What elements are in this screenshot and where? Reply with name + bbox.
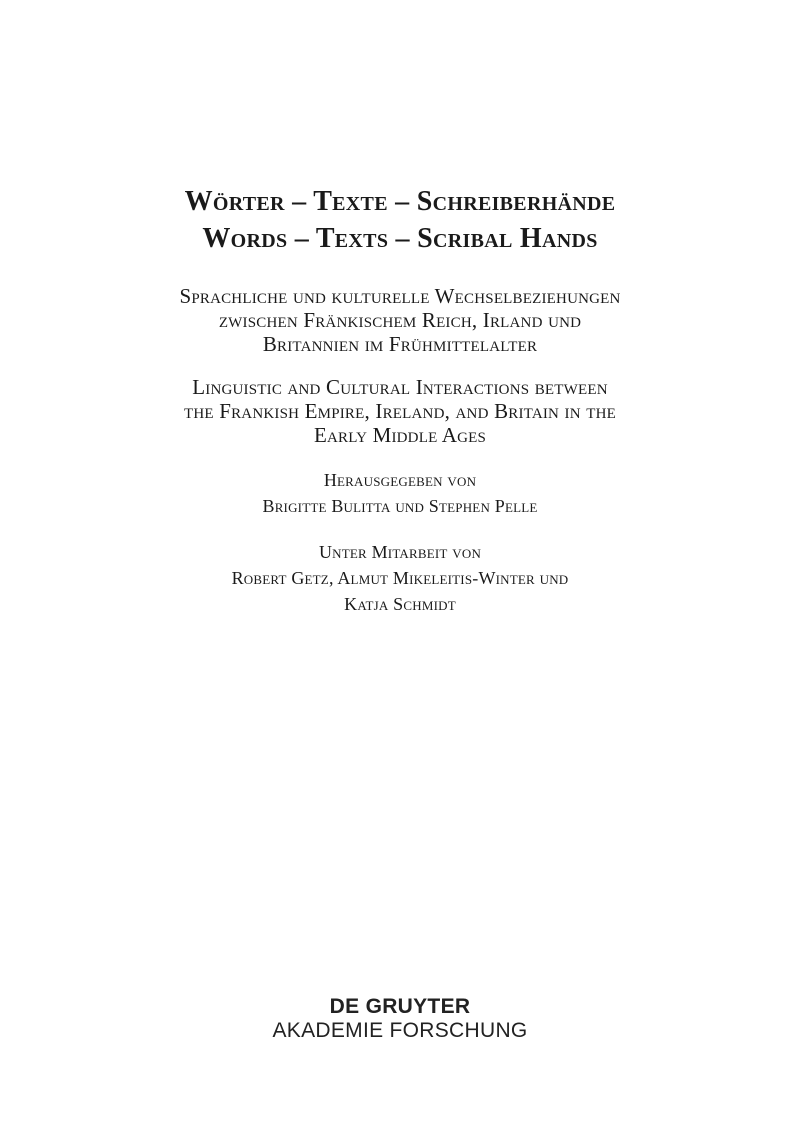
title-english: Words – Texts – Scribal Hands	[202, 223, 598, 254]
subtitle-english	[0, 375, 800, 447]
collaborators-label: Unter Mitarbeit von	[318, 542, 482, 562]
subtitle-german-line: Sprachliche und kulturelle Wechselbeziehungen	[179, 284, 621, 308]
subtitle-german-line: Britannien im Frühmittelalter	[262, 332, 538, 356]
subtitle-german	[0, 284, 800, 356]
editors	[0, 467, 800, 519]
subtitle-english-line: Early Middle Ages	[313, 423, 487, 447]
book-title	[0, 183, 800, 257]
collaborators	[0, 539, 800, 617]
editors-label: Herausgegeben von	[323, 470, 477, 490]
subtitle-english-line: Linguistic and Cultural Interactions between	[192, 375, 608, 399]
collaborators-names: Robert Getz, Almut Mikeleitis-Winter und	[231, 568, 569, 588]
publisher-series: AKADEMIE FORSCHUNG	[272, 1019, 528, 1042]
subtitle-english-line: the Frankish Empire, Ireland, and Britain in the	[184, 399, 616, 423]
publisher-name: DE GRUYTER	[329, 995, 471, 1018]
collaborators-names: Katja Schmidt	[344, 594, 456, 614]
publisher-logo	[0, 995, 800, 1043]
subtitle-german-line: zwischen Fränkischem Reich, Irland und	[218, 308, 582, 332]
editors-names: Brigitte Bulitta und Stephen Pelle	[262, 496, 538, 516]
title-german: Wörter – Texte – Schreiberhände	[184, 186, 616, 217]
